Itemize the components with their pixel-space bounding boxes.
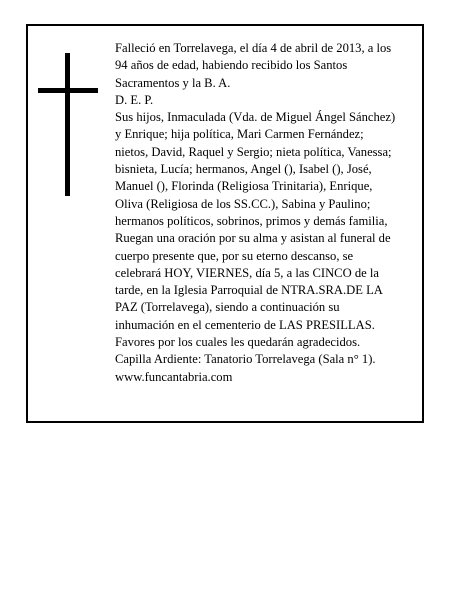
death-announcement: Falleció en Torrelavega, el día 4 de abril de 2013, a los 94 años de edad, habiendo recibido los Santos Sacramentos y la B. A. [115,41,392,90]
chapel-info: Capilla Ardiente: Tanatorio Torrelavega (Sala n° 1). [115,352,376,367]
cross-vertical-bar [65,53,70,196]
cross-horizontal-bar [38,88,98,93]
family-list: Sus hijos, Inmaculada (Vda. de Miguel Ángel Sánchez) y Enrique; hija política, Mari Carmen Fernández; nietos, David, Raquel y Sergio; nieta política, Vanessa; bisnieta, Lucía; hermanos, Angel (), Isabel (), José, Manuel (), Florinda (Religiosa Trinitaria), Enrique, Oliva (Religiosa de los SS.CC.), Sabina y Paulino; hermanos políticos, sobrinos, primos y demás familia, [115,110,396,228]
obituary-text [115,40,420,386]
website-link[interactable]: www.funcantabria.com [115,369,233,384]
cross-icon [38,53,98,196]
obituary-notice [26,24,424,423]
rest-in-peace: D. E. P. [115,92,154,107]
thanks-line: Favores por los cuales les quedarán agradecidos. [115,335,361,350]
funeral-details: Ruegan una oración por su alma y asistan al funeral de cuerpo presente que, por su eterno descanso, se celebrará HOY, VIERNES, día 5, a las CINCO de la tarde, en la Iglesia Parroquial de NTRA.SRA.DE LA PAZ (Torrelavega), siendo a continuación su inhumación en el cementerio de LAS PRESILLAS. [115,231,391,332]
